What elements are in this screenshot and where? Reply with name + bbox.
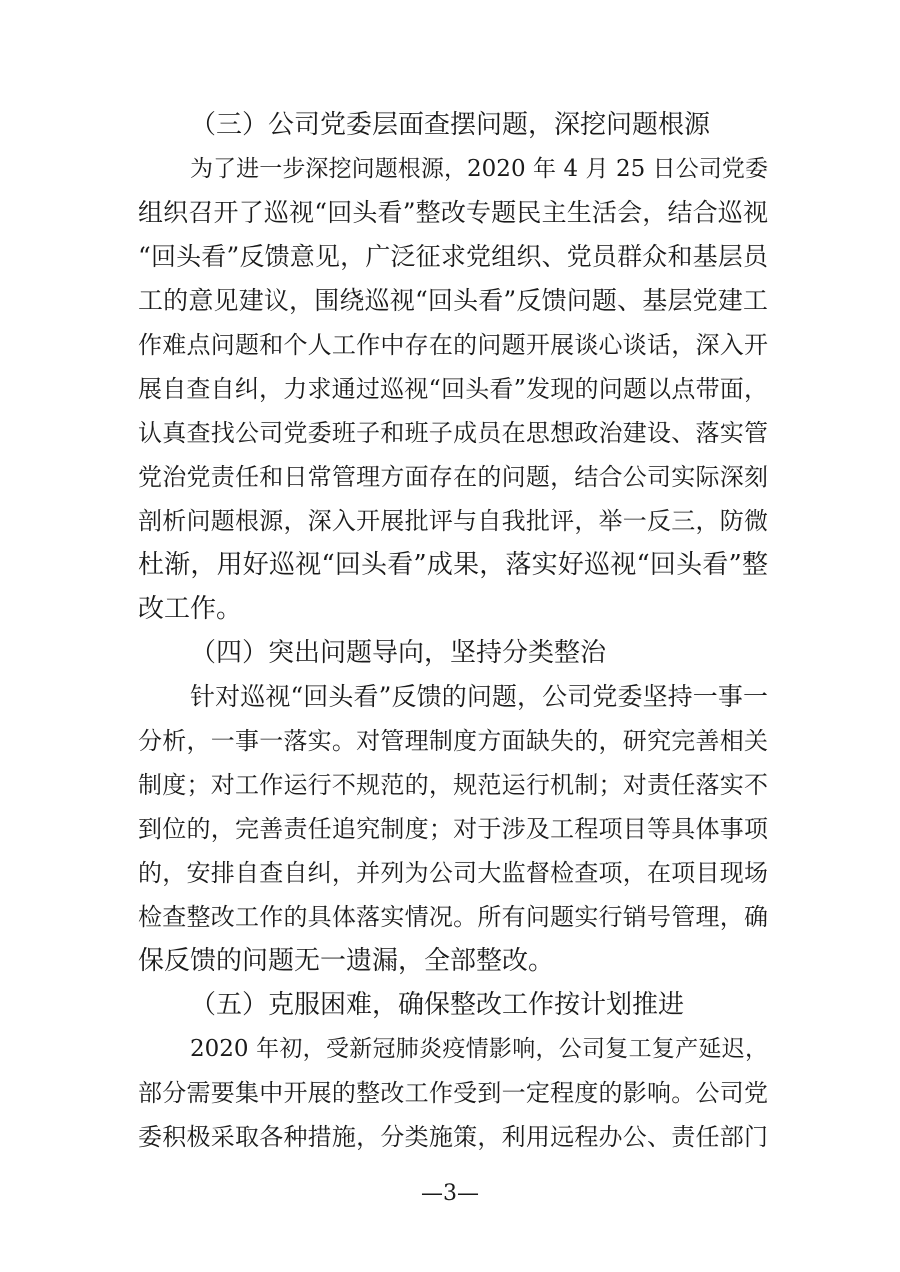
paragraph-line: “回头看”反馈意见，广泛征求党组织、党员群众和基层员 bbox=[138, 242, 768, 271]
paragraph-line: 作难点问题和个人工作中存在的问题开展谈心谈话，深入开 bbox=[138, 331, 768, 359]
paragraph-line: 委积极采取各种措施，分类施策，利用远程办公、责任部门 bbox=[138, 1123, 768, 1151]
paragraph-line: 部分需要集中开展的整改工作受到一定程度的影响。公司党 bbox=[138, 1079, 768, 1107]
paragraph-line: 检查整改工作的具体落实情况。所有问题实行销号管理，确 bbox=[138, 903, 768, 931]
paragraph-line: 杜渐，用好巡视“回头看”成果，落实好巡视“回头看”整 bbox=[138, 550, 768, 580]
paragraph-line: 展自查自纠，力求通过巡视“回头看”发现的问题以点带面， bbox=[138, 375, 768, 403]
paragraph-line: 针对巡视“回头看”反馈的问题，公司党委坚持一事一 bbox=[190, 682, 768, 711]
paragraph-line: 到位的，完善责任追究制度；对于涉及工程项目等具体事项 bbox=[138, 815, 768, 843]
paragraph-line: 认真查找公司党委班子和班子成员在思想政治建设、落实管 bbox=[138, 419, 768, 447]
paragraph-line: 的，安排自查自纠，并列为公司大监督检查项，在项目现场 bbox=[138, 859, 768, 887]
heading-section-5: （五）克服困难，确保整改工作按计划推进 bbox=[190, 990, 685, 1020]
paragraph-line: 分析，一事一落实。对管理制度方面缺失的，研究完善相关 bbox=[138, 727, 768, 755]
heading-section-3: （三）公司党委层面查摆问题，深挖问题根源 bbox=[190, 110, 711, 140]
paragraph-line: 2020 年初，受新冠肺炎疫情影响，公司复工复产延迟， bbox=[190, 1036, 768, 1062]
paragraph-line: 剖析问题根源，深入开展批评与自我批评，举一反三，防微 bbox=[138, 507, 768, 535]
paragraph-line: 组织召开了巡视“回头看”整改专题民主生活会，结合巡视 bbox=[138, 198, 768, 227]
paragraph-line: 为了进一步深挖问题根源，2020 年 4 月 25 日公司党委 bbox=[190, 156, 768, 182]
page-number: —3— bbox=[421, 1181, 479, 1206]
paragraph-line: 制度；对工作运行不规范的，规范运行机制；对责任落实不 bbox=[138, 771, 768, 799]
paragraph-line: 保反馈的问题无一遗漏，全部整改。 bbox=[138, 946, 555, 976]
paragraph-line: 改工作。 bbox=[138, 594, 243, 624]
heading-section-4: （四）突出问题导向，坚持分类整治 bbox=[190, 638, 607, 668]
paragraph-line: 党治党责任和日常管理方面存在的问题，结合公司实际深刻 bbox=[138, 463, 768, 491]
paragraph-line: 工的意见建议，围绕巡视“回头看”反馈问题、基层党建工 bbox=[138, 286, 768, 315]
